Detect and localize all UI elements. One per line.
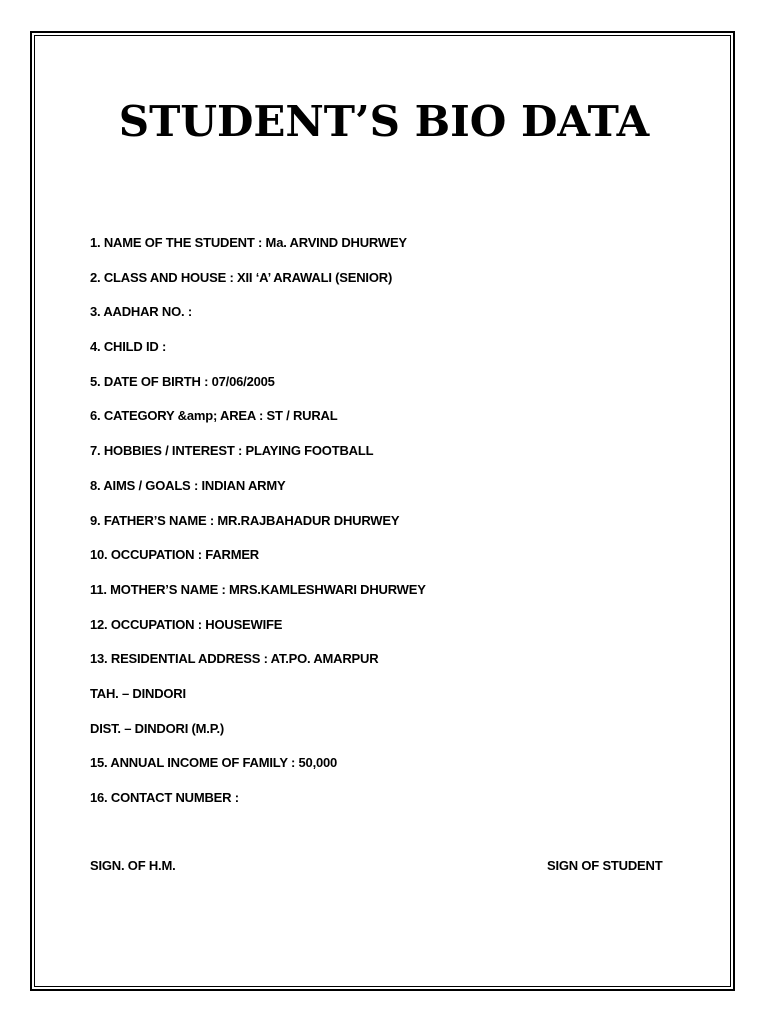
field-category-area: 6. CATEGORY &amp; AREA : ST / RURAL (90, 408, 338, 424)
field-annual-income: 15. ANNUAL INCOME OF FAMILY : 50,000 (90, 755, 338, 771)
field-address-dist: DIST. – DINDORI (M.P.) (90, 720, 225, 736)
sign-hm-label: SIGN. OF H.M. (90, 858, 176, 873)
field-father-name: 9. FATHER’S NAME : MR.RAJBAHADUR DHURWEY (90, 512, 400, 528)
bio-data-fields (90, 232, 426, 822)
field-hobbies: 7. HOBBIES / INTEREST : PLAYING FOOTBALL (90, 443, 374, 459)
field-contact-number: 16. CONTACT NUMBER : (90, 790, 239, 805)
field-mother-name: 11. MOTHER’S NAME : MRS.KAMLESHWARI DHURWEY (90, 581, 426, 597)
field-student-name: 1. NAME OF THE STUDENT : Ma. ARVIND DHURWEY (90, 235, 407, 250)
field-aadhar-no: 3. AADHAR NO. : (90, 304, 192, 320)
field-mother-occupation: 12. OCCUPATION : HOUSEWIFE (90, 616, 283, 632)
field-class-house: 2. CLASS AND HOUSE : XII ‘A’ ARAWALI (SENIOR) (90, 269, 393, 285)
field-child-id: 4. CHILD ID : (90, 339, 167, 355)
sign-student-label: SIGN OF STUDENT (547, 858, 663, 873)
field-aims-goals: 8. AIMS / GOALS : INDIAN ARMY (90, 477, 286, 493)
field-date-of-birth: 5. DATE OF BIRTH : 07/06/2005 (90, 373, 275, 389)
field-address-tah: TAH. – DINDORI (90, 685, 186, 701)
field-father-occupation: 10. OCCUPATION : FARMER (90, 547, 259, 563)
document-title: STUDENT’S BIO DATA (118, 97, 650, 146)
field-residential-address: 13. RESIDENTIAL ADDRESS : AT.PO. AMARPUR (90, 651, 379, 667)
